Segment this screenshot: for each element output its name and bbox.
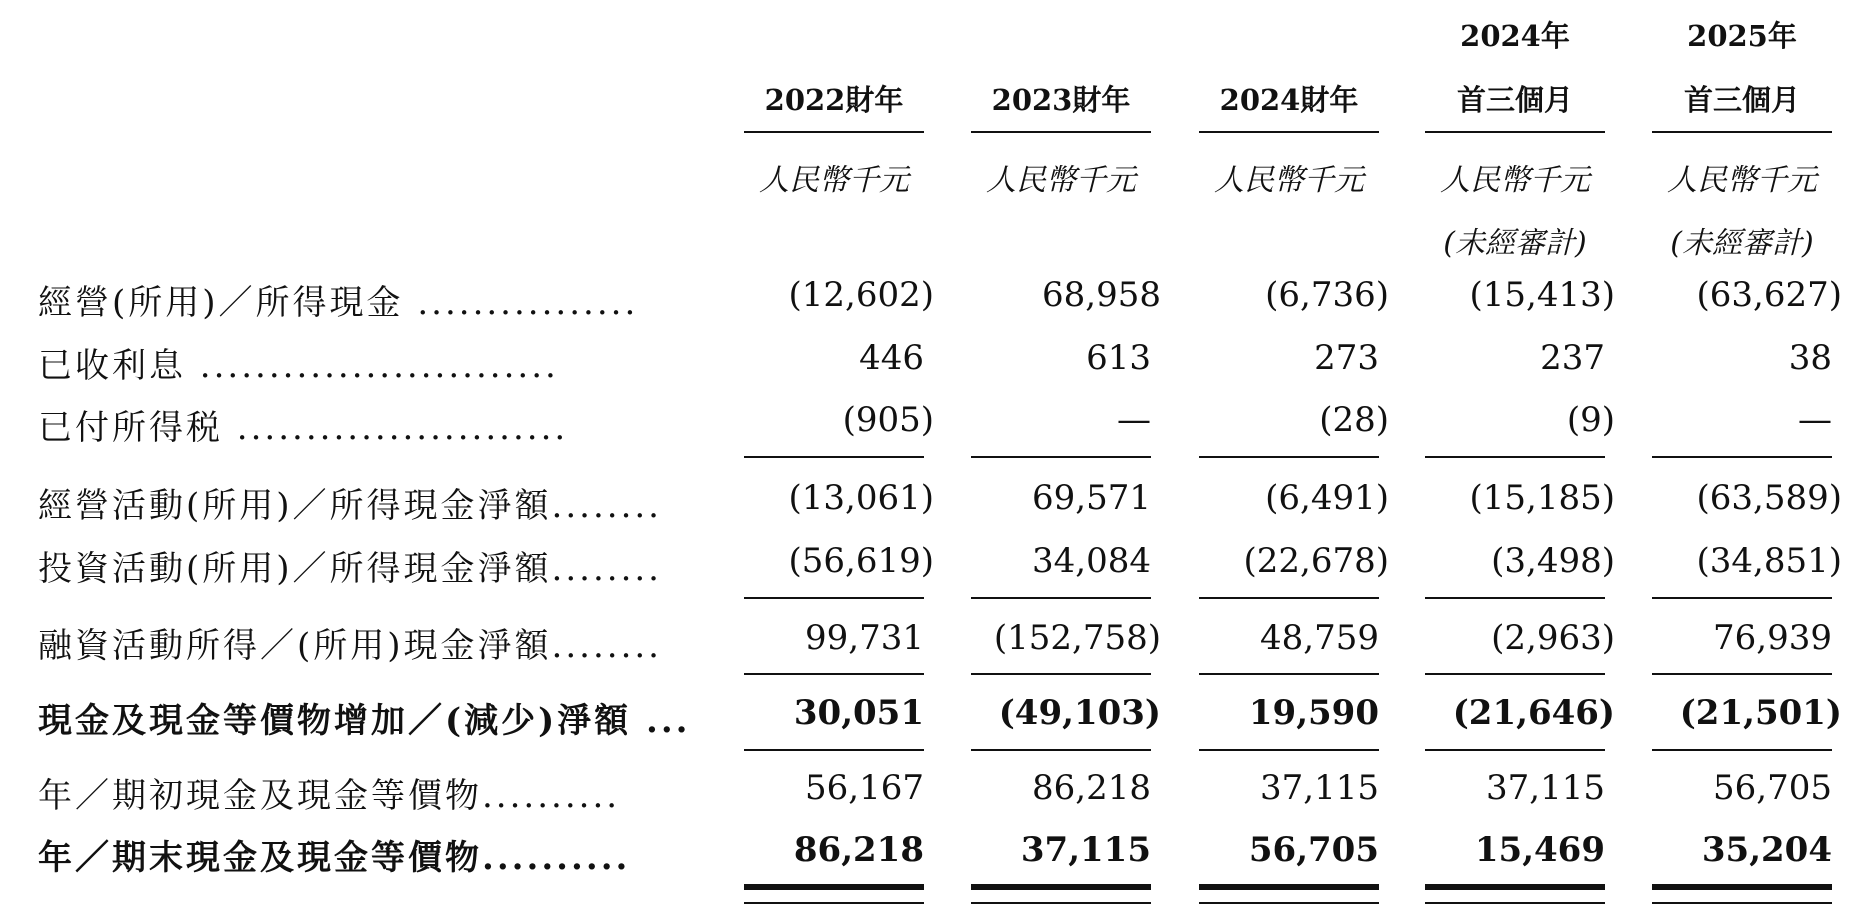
cell-value: —	[1117, 400, 1151, 440]
subtotal-rule	[1199, 597, 1379, 599]
subtotal-rule	[1199, 673, 1379, 675]
unit-label: 人民幣千元	[759, 163, 909, 198]
subtotal-rule	[1199, 456, 1379, 458]
cell-value: 86,218	[1032, 768, 1151, 808]
subtotal-rule	[971, 456, 1151, 458]
cell-value: 19,590	[1248, 693, 1379, 733]
cell-value: (9)	[1566, 400, 1615, 440]
unit-label: 人民幣千元	[1440, 163, 1590, 198]
cell-value: (15,413)	[1469, 275, 1615, 315]
cell-value: —	[1798, 400, 1832, 440]
row-label: 投資活動(所用)／所得現金淨額........	[38, 549, 662, 589]
table-row	[0, 541, 1858, 597]
subtotal-rule	[1425, 597, 1605, 599]
cell-value: (49,103)	[998, 693, 1161, 733]
table-row	[0, 618, 1858, 674]
header-year-2025-q: 2025年	[1687, 19, 1797, 53]
subtotal-rule	[744, 749, 924, 751]
cell-value: (28)	[1319, 400, 1389, 440]
cell-value: 68,958	[1042, 275, 1161, 315]
cell-value: 76,939	[1713, 618, 1832, 658]
cell-value: (15,185)	[1469, 478, 1615, 518]
header-q1-2024: 首三個月	[1425, 78, 1605, 133]
unaudited-note: (未經審計)	[1670, 226, 1814, 261]
total-double-rule	[971, 884, 1151, 904]
cell-value: (63,589)	[1696, 478, 1842, 518]
table-row	[0, 478, 1858, 534]
cell-value: 237	[1540, 338, 1605, 378]
table-row	[0, 693, 1858, 749]
cell-value: 37,115	[1486, 768, 1605, 808]
unit-label: 人民幣千元	[1214, 163, 1364, 198]
unit-label: 人民幣千元	[986, 163, 1136, 198]
row-label: 現金及現金等價物增加／(減少)淨額 ...	[38, 701, 691, 741]
cell-value: (6,736)	[1265, 275, 1389, 315]
cell-value: 56,167	[805, 768, 924, 808]
subtotal-rule	[1652, 673, 1832, 675]
cell-value: 37,115	[1260, 768, 1379, 808]
total-double-rule	[1425, 884, 1605, 904]
cell-value: (13,061)	[788, 478, 934, 518]
cell-value: 56,705	[1713, 768, 1832, 808]
cell-value: (21,646)	[1452, 693, 1615, 733]
unaudited-note: (未經審計)	[1443, 226, 1587, 261]
cell-value: 30,051	[793, 693, 924, 733]
cell-value: 37,115	[1020, 830, 1151, 870]
cell-value: (12,602)	[788, 275, 934, 315]
total-double-rule	[1652, 884, 1832, 904]
subtotal-rule	[1652, 597, 1832, 599]
cell-value: 15,469	[1474, 830, 1605, 870]
cell-value: 613	[1086, 338, 1151, 378]
subtotal-rule	[1652, 456, 1832, 458]
subtotal-rule	[971, 749, 1151, 751]
unit-label: 人民幣千元	[1667, 163, 1817, 198]
row-label: 經營(所用)／所得現金 ................	[38, 283, 639, 323]
subtotal-rule	[1425, 456, 1605, 458]
row-label: 年／期初現金及現金等價物..........	[38, 776, 621, 816]
subtotal-rule	[744, 456, 924, 458]
table-row	[0, 338, 1858, 394]
subtotal-rule	[744, 673, 924, 675]
cell-value: (152,758)	[993, 618, 1161, 658]
total-double-rule	[1199, 884, 1379, 904]
cell-value: 446	[859, 338, 924, 378]
cell-value: 35,204	[1701, 830, 1832, 870]
row-label: 經營活動(所用)／所得現金淨額........	[38, 486, 662, 526]
header-q1-2025: 首三個月	[1652, 78, 1832, 133]
cell-value: (21,501)	[1679, 693, 1842, 733]
subtotal-rule	[1199, 749, 1379, 751]
cell-value: (63,627)	[1696, 275, 1842, 315]
cell-value: (34,851)	[1696, 541, 1842, 581]
subtotal-rule	[971, 597, 1151, 599]
total-double-rule	[744, 884, 924, 904]
header-year-2024-q: 2024年	[1460, 19, 1570, 53]
cell-value: (6,491)	[1265, 478, 1389, 518]
subtotal-rule	[744, 597, 924, 599]
cell-value: (2,963)	[1491, 618, 1615, 658]
row-label: 年／期末現金及現金等價物..........	[38, 838, 631, 878]
table-row	[0, 400, 1858, 456]
header-fy2024: 2024財年	[1199, 78, 1379, 133]
cell-value: 34,084	[1032, 541, 1151, 581]
cell-value: (905)	[842, 400, 934, 440]
table-row	[0, 768, 1858, 824]
cell-value: (3,498)	[1491, 541, 1615, 581]
row-label: 融資活動所得／(所用)現金淨額........	[38, 626, 662, 666]
cell-value: 48,759	[1260, 618, 1379, 658]
cell-value: (56,619)	[788, 541, 934, 581]
cell-value: 56,705	[1248, 830, 1379, 870]
row-label: 已收利息 ..........................	[38, 346, 559, 386]
subtotal-rule	[1425, 749, 1605, 751]
table-row	[0, 830, 1858, 886]
cell-value: 38	[1788, 338, 1832, 378]
row-label: 已付所得税 ........................	[38, 408, 569, 448]
header-fy2022: 2022財年	[744, 78, 924, 133]
cell-value: (22,678)	[1243, 541, 1389, 581]
subtotal-rule	[971, 673, 1151, 675]
subtotal-rule	[1652, 749, 1832, 751]
cell-value: 69,571	[1032, 478, 1151, 518]
table-row	[0, 275, 1858, 331]
cell-value: 86,218	[793, 830, 924, 870]
subtotal-rule	[1425, 673, 1605, 675]
cell-value: 99,731	[805, 618, 924, 658]
cell-value: 273	[1314, 338, 1379, 378]
header-fy2023: 2023財年	[971, 78, 1151, 133]
